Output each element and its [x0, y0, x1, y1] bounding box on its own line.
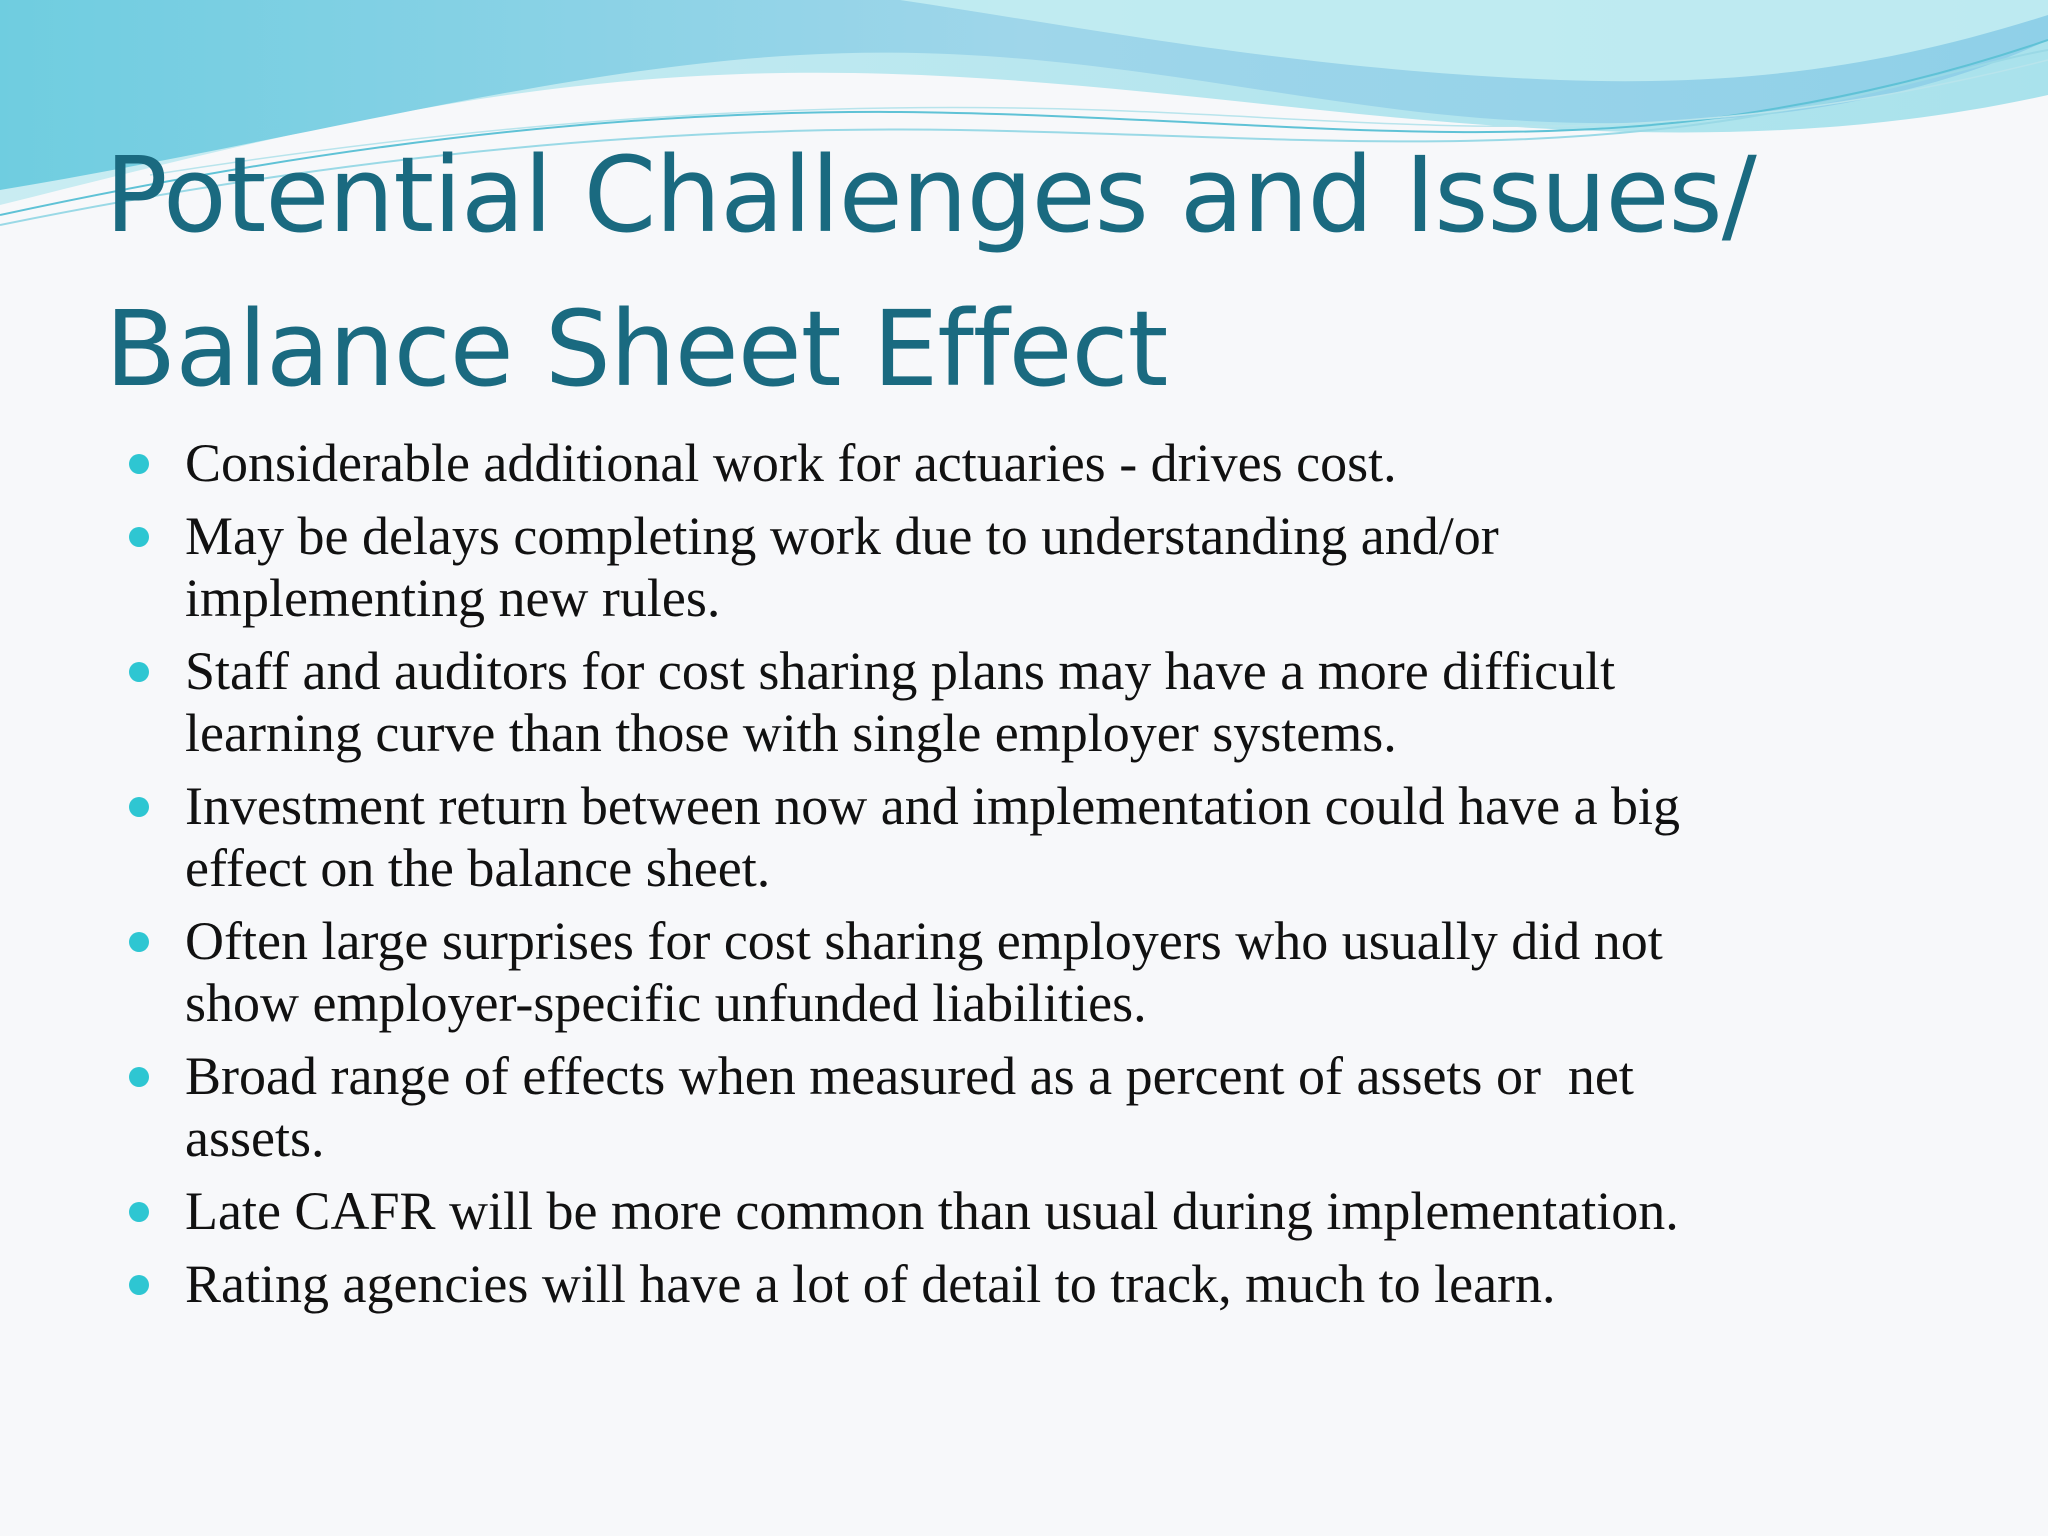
- bullet-dot-icon: [129, 932, 149, 952]
- bullet-item: [0, 432, 2048, 494]
- bullet-text: Broad range of effects when measured as a percent of assets or net: [185, 1046, 1634, 1106]
- bullet-dot-icon: [129, 1202, 149, 1222]
- bullet-dot-icon: [129, 454, 149, 474]
- slide-title-line-2: Balance Sheet Effect: [105, 288, 1168, 410]
- bullet-text-continued: effect on the balance sheet.: [185, 838, 771, 898]
- bullet-item: [0, 1253, 2048, 1315]
- bullet-text-continued: assets.: [185, 1108, 325, 1168]
- bullet-text-continued: show employer-specific unfunded liabilities.: [185, 973, 1147, 1033]
- bullet-item: [0, 640, 2048, 764]
- bullet-text: Rating agencies will have a lot of detail to track, much to learn.: [185, 1254, 1556, 1314]
- bullet-text: May be delays completing work due to understanding and/or: [185, 506, 1499, 566]
- bullet-dot-icon: [129, 662, 149, 682]
- bullet-text: Staff and auditors for cost sharing plans may have a more difficult: [185, 641, 1616, 701]
- bullet-text-continued: implementing new rules.: [185, 568, 721, 628]
- bullet-text-continued: learning curve than those with single employer systems.: [185, 703, 1397, 763]
- bullet-list: [0, 432, 2048, 1326]
- bullet-item: [0, 1180, 2048, 1242]
- slide-title-line-1: Potential Challenges and Issues/: [105, 134, 1756, 256]
- bullet-dot-icon: [129, 527, 149, 547]
- bullet-text: Considerable additional work for actuaries - drives cost.: [185, 433, 1397, 493]
- bullet-dot-icon: [129, 797, 149, 817]
- bullet-dot-icon: [129, 1275, 149, 1295]
- bullet-item: [0, 505, 2048, 629]
- bullet-item: [0, 775, 2048, 899]
- bullet-dot-icon: [129, 1067, 149, 1087]
- bullet-text: Investment return between now and implementation could have a big: [185, 776, 1681, 836]
- bullet-item: [0, 910, 2048, 1034]
- bullet-text: Often large surprises for cost sharing employers who usually did not: [185, 911, 1663, 971]
- slide-title: [105, 118, 1955, 426]
- bullet-item: [0, 1045, 2048, 1169]
- bullet-text: Late CAFR will be more common than usual during implementation.: [185, 1181, 1679, 1241]
